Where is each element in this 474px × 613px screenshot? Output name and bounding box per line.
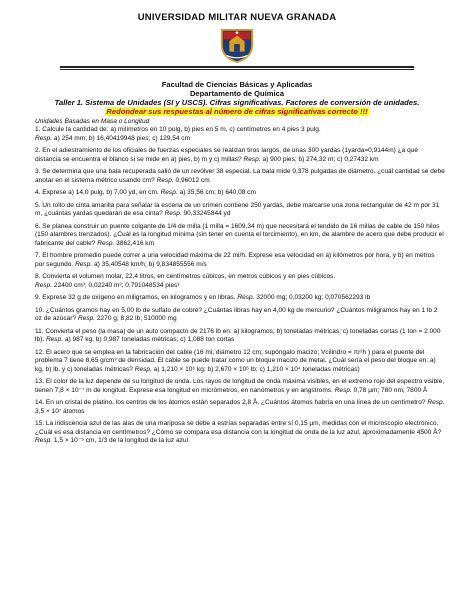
problem-4 [35,189,445,197]
problem-text: 8. Convierta el volumen molar, 22,4 litros, en centímetros cúbicos, en metros cúbicos y en pies cúbicos. [35,273,336,281]
answer-text: a) 254 mm; b) 16,40419948 pies; c) 129,54 cm [52,134,191,142]
problem-text: 2. En el adiestramiento de los oficiales de fuerzas especiales se realizan tiros largos, de unas 300 yardas (1yarda=0,9144m) ¿a qué distancia se encuentra el blanco si se mide en a) pies, b) m y c) millas? [35,147,419,163]
problem-2 [35,147,445,164]
answer-label: Resp. [77,315,96,323]
answer-text: a) 35,40548 km/h; b) 9,834855556 m/s [92,260,207,268]
problem-text: 9. Exprese 32 g de oxígeno en miligramos, en kilogramos y en libras. [35,294,236,302]
problem-13 [35,378,445,395]
answer-label: Resp. [134,365,152,373]
answer-text: 22400 cm³; 0,02240 m³; 0,791048534 pies³ [52,281,180,289]
answer-text: 0,96012 cm [173,176,210,184]
problem-1 [35,126,445,143]
answer-text: 1,5 × 10⁻⁵ cm, 1/3 de la longitud de la luz azul [52,437,189,445]
problem-text: 1. Calcule la cantidad de: a) milímetros en 10 pulg, b) pies en 5 m, c) centímetros en 4 pies 3 pulg. [35,126,321,134]
answer-text: 3,5 × 10⁷ átomos [35,407,85,415]
answer-label: Resp. [427,399,445,407]
answer-label: Resp. [164,210,182,218]
problem-text: 12. El acero que se emplea en la fabricación del cable (16 mi, diámetro 12 cm; supóngalo macizo; Vcilindro = πr²h ) para el puente del problema 7 tiene 8,65 g/cm³ de densidad. El cable se puede tratar como un bloque macizo de metal. ¿Cuál sería el peso del bloque en: a) kg, b) lb, y c) toneladas métricas? [35,349,436,373]
answer-text: 0,78 µm; 780 nm; 7800 Å [351,386,428,394]
answer-label: Resp. [334,386,352,394]
answer-label: Resp. [97,239,115,247]
workshop-title: Taller 1. Sistema de Unidades (SI y USCS). Cifras significativas. Factores de conversión de unidades. [54,98,420,107]
answer-label: Resp. [75,260,93,268]
problem-8 [35,273,445,290]
answer-text: a) 900 pies; b) 274,32 m; c) 0,27432 km [260,155,379,163]
problem-text: 7. El hombre promedio puede correr a una velocidad máxima de 22 mi/h. Exprese esa velocidad en a) kilómetros por hora, y b) en metros por segundo. [35,252,435,268]
university-name: UNIVERSIDAD MILITAR NUEVA GRANADA [137,12,337,23]
answer-label: Resp. [160,189,178,197]
problem-text: 6. Se planea construir un puente colgante de 1/4 de milla (1 milla = 1609,34 m) que necesitará el tendido de 16 millas de cable de 150 hilos (150 alambres trenzados). ¿Cuál es la longitud mínima (sin tener en cuenta el torcimiento), en km, de alambre de acero que debe producir el fabricante del cable? [35,223,444,247]
problem-9 [35,294,445,302]
problem-15 [35,420,445,445]
answer-text: 90,33245844 yd [181,210,231,218]
answer-text: a) 35,56 cm; b) 640,08 cm [177,189,256,197]
problem-text: 10. ¿Cuántos gramos hay en 5,00 lb de sulfato de cobre? ¿Cuántas libras hay en 4,00 kg de mercurio? ¿Cuántos miligramos hay en 1 lb 2 oz de azúcar? [35,307,438,323]
problem-text: 11. Convierta el peso (la masa) de un auto compacto de 2176 lb en: a) kilogramos; b) toneladas métricas; c) toneladas cortas (1 ton = 2 000 lb). [35,328,441,344]
problem-text: 15. La iridiscencia azul de las alas de una mariposa se debe a estrías separadas entre sí 0,15 µm, medidas con el microscopio electrónico. ¿Cuál es esa distancia en centímetros? ¿Cómo se compara esa distancia con la longitud de onda de la luz azul, aproximadamente 4500 Å? [35,420,442,436]
problem-text: 3. Se determina que una bala recuperada salió de un revólver 38 especial. La bala mide 0,378 pulgadas de diámetro, ¿cuál cantidad se debe anotar en el sistema métrico usando cm? [35,168,445,184]
answer-text: a) 1,210 × 10⁶ kg; b) 2,670 × 10⁶ lb; c) 1,210 × 10⁴ toneladas métricas) [151,365,360,373]
problem-5 [35,202,445,219]
answer-label: Resp. [243,155,261,163]
problem-7 [35,252,445,269]
answer-label: Resp. [35,281,53,289]
problem-text: 13. El color de la luz depende de su longitud de onda. Los rayos de longitud de onda máxima visibles, en el extremo rojo del espectro visible, tienen 7,8 × 10⁻⁷ m de longitud. Exprese esa longitud en micrómetros, en nanómetros y en angstroms. [35,378,445,394]
answer-label: Resp. [156,176,174,184]
problem-text: 14. En un cristal de platino, los centros de los átomos están separados 2,8 Å. ¿Cuántos átomos habría en una línea de un centímetro? [35,399,426,407]
problem-10 [35,307,445,324]
university-crest-logo [218,26,256,64]
problem-6 [35,223,445,248]
section-title: Unidades Basadas en Masa o Longitud [35,118,150,125]
problem-text: 4. Exprese a) 14,0 pulg, b) 7,00 yd, en cm. [35,189,159,197]
header-divider-thin [60,69,414,70]
header-divider [60,66,414,68]
problem-3 [35,168,445,185]
answer-label: Resp. [45,336,64,344]
answer-text: 2270 g; 8,82 lb; 510000 mg [95,315,177,323]
answer-label: Resp. [237,294,255,302]
answer-text: 3862,416 km [114,239,155,247]
faculty-title: Facultad de Ciencias Básicas y Aplicadas [161,80,313,89]
problem-12 [35,349,445,374]
instruction-line [0,107,474,116]
problem-text: 5. Un rollo de cinta amarilla para señalar la escena de un crimen contiene 250 yardas, debe marcarse una zona rectangular de 42 m por 31 m, ¿cuántas yardas quedarán de esa cinta? [35,202,440,218]
answer-text: 32000 mg; 0,03200 kg; 0,070562293 lb [254,294,371,302]
answer-label: Resp. [35,134,53,142]
answer-label: Resp. [35,437,53,445]
rounding-instruction: Redondear sus respuestas al número de cifras significativas correcto !!! [106,107,368,116]
problem-11 [35,328,445,345]
answer-text: a) 987 kg; b) 0,987 toneladas métricas; c) 1,088 ton cortas [63,336,235,344]
department-title: Departamento de Química [189,89,285,98]
problem-14 [35,399,445,416]
problem-list [35,118,445,450]
